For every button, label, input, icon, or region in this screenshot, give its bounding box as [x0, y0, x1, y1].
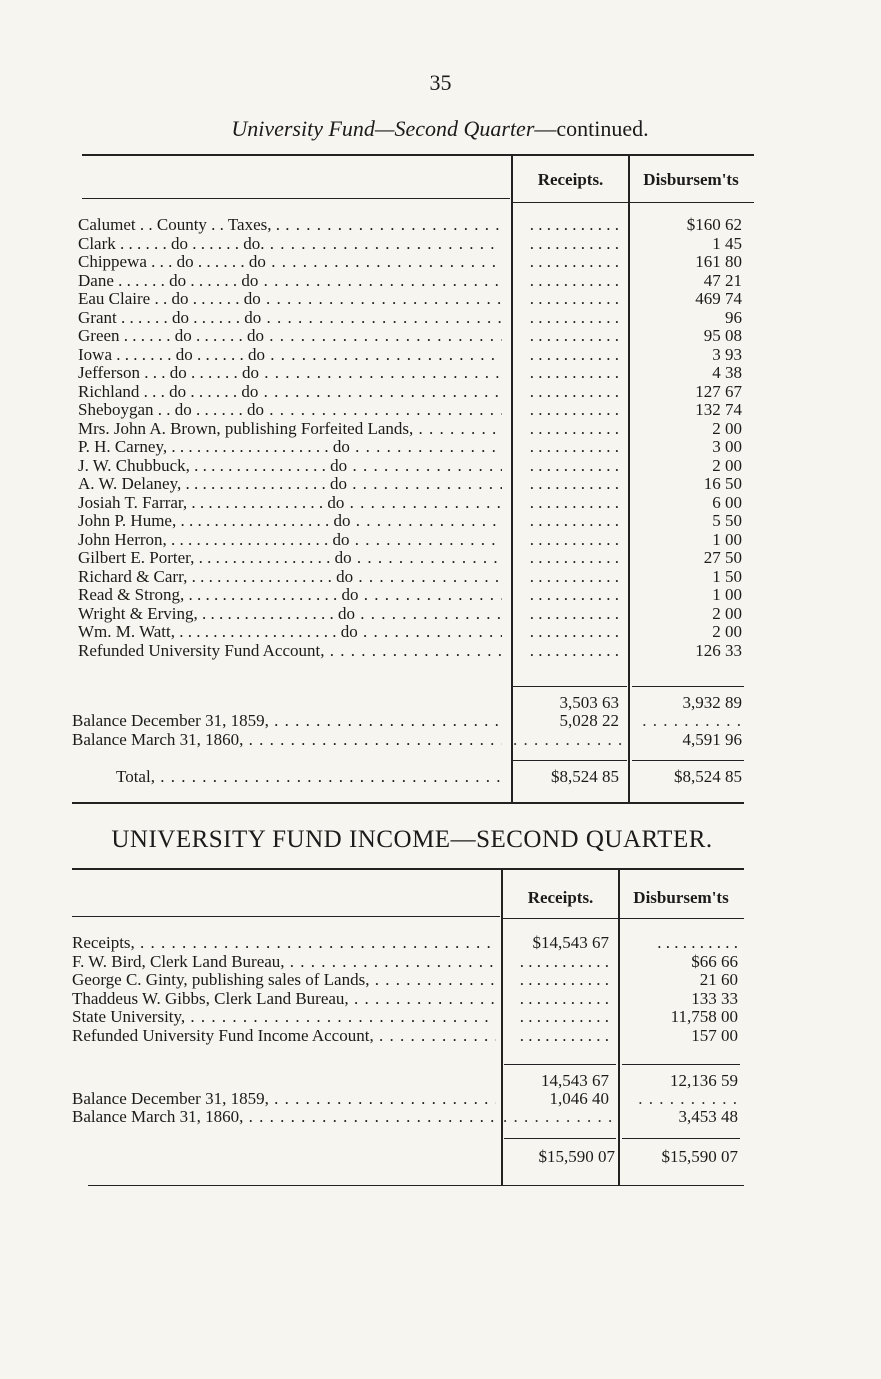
row-receipts: . . . . . . . . . . .	[529, 289, 619, 308]
row-receipts: . . . . . . . . . . .	[529, 326, 619, 345]
row-receipts: . . . . . . . . . . .	[519, 1025, 609, 1045]
row-label: Gilbert E. Porter, . . . . . . . . . . . . . . . . do . . .	[78, 549, 502, 567]
table2-balance-dec-disbursements: . . . . . . . . . .	[638, 1089, 738, 1108]
row-label: Calumet . . County . . Taxes, . . . .	[78, 216, 502, 234]
row-disbursements: 2 00	[712, 455, 742, 475]
row-receipts: . . . . . . . . . . .	[529, 622, 619, 641]
table1-balance-dec-receipts: 5,028 22	[559, 711, 619, 730]
row-disbursements: 127 67	[695, 381, 742, 401]
table2-top-rule	[72, 868, 744, 870]
table2-balance-dec-label: Balance December 31, 1859, . . .	[72, 1090, 496, 1108]
table1-total-receipts: $8,524 85	[551, 767, 619, 786]
table1-total-label: Total, . . .	[116, 768, 502, 786]
row-label: Richard & Carr, . . . . . . . . . . . . . . . . . do . . .	[78, 568, 502, 586]
table2-subtotal-rule-2	[622, 1064, 740, 1065]
table1-subtotal-receipts: 3,503 63	[559, 693, 619, 712]
row-disbursements: 1 00	[712, 585, 742, 604]
table1-subtotal-disbursements: 3,932 89	[682, 693, 742, 712]
row-disbursements: 27 50	[703, 548, 742, 567]
row-label: Wm. M. Watt, . . . . . . . . . . . . . . . . . . . do . . .	[78, 623, 502, 641]
row-disbursements: 95 08	[703, 326, 742, 345]
row-label: Jefferson . . . do . . . . . . do . . .	[78, 364, 502, 382]
row-label: Richland . . . do . . . . . . do . . .	[78, 383, 502, 401]
row-receipts: . . . . . . . . . . .	[529, 640, 619, 660]
row-disbursements: 1 00	[712, 529, 742, 549]
row-label: Mrs. John A. Brown, publishing Forfeited Lands, . . .	[78, 420, 502, 438]
table1-total-disbursements: $8,524 85	[674, 767, 742, 786]
row-label: Dane . . . . . . do . . . . . . do . . .	[78, 272, 502, 290]
row-receipts: . . . . . . . . . . .	[529, 252, 619, 271]
row-receipts: . . . . . . . . . . .	[529, 511, 619, 530]
table2-total-rule-2	[622, 1138, 740, 1139]
row-label: J. W. Chubbuck, . . . . . . . . . . . . . . . . do . . .	[78, 457, 502, 475]
table1-balance-dec-label: Balance December 31, 1859, . . .	[72, 712, 502, 730]
row-disbursements: 11,758 00	[670, 1007, 738, 1026]
row-disbursements: $160 62	[686, 215, 742, 234]
row-receipts: . . . . . . . . . . .	[529, 492, 619, 512]
row-receipts: . . . . . . . . . . .	[529, 418, 619, 438]
row-label: Wright & Erving, . . . . . . . . . . . . . . . . do . . .	[78, 605, 502, 623]
table-row	[72, 934, 752, 952]
table1-receipts-header: Receipts.	[537, 170, 604, 189]
row-label: John Herron, . . . . . . . . . . . . . . . . . . . do . . .	[78, 531, 502, 549]
row-label: Sheboygan . . do . . . . . . do . . .	[78, 401, 502, 419]
row-disbursements: 4 38	[712, 363, 742, 382]
row-label: Thaddeus W. Gibbs, Clerk Land Bureau, . . .	[72, 990, 496, 1008]
row-receipts: . . . . . . . . . . .	[529, 437, 619, 456]
row-disbursements: 96	[725, 307, 742, 327]
table2-balance-dec-row	[72, 1090, 752, 1108]
row-disbursements: 6 00	[712, 492, 742, 512]
row-receipts: . . . . . . . . . . .	[519, 970, 609, 989]
row-receipts: . . . . . . . . . . .	[529, 529, 619, 549]
row-disbursements: 21 60	[699, 970, 738, 989]
row-disbursements: 2 00	[712, 418, 742, 438]
row-label: Chippewa . . . do . . . . . . do . . .	[78, 253, 502, 271]
row-label: State University, . . .	[72, 1008, 496, 1026]
row-label: Iowa . . . . . . . do . . . . . . do . . .	[78, 346, 502, 364]
row-disbursements: 133 33	[691, 988, 738, 1008]
row-label: George C. Ginty, publishing sales of Lands, . . .	[72, 971, 496, 989]
row-receipts: . . . . . . . . . . .	[529, 603, 619, 623]
row-receipts: . . . . . . . . . . .	[529, 474, 619, 493]
row-receipts: . . . . . . . . . . .	[519, 988, 609, 1008]
table-title-plain: —continued.	[534, 116, 649, 141]
row-receipts: . . . . . . . . . . .	[529, 566, 619, 586]
table1-balance-mar-label: Balance March 31, 1860, . . .	[72, 731, 502, 749]
table-row	[72, 1008, 752, 1026]
table1-balance-mar-receipts: . . . . . . . . . . .	[513, 730, 624, 749]
table2-total-receipts: $15,590 07	[538, 1147, 615, 1166]
table2-subtotal-disbursements: 12,136 59	[670, 1071, 738, 1090]
row-label: Grant . . . . . . do . . . . . . do . . .	[78, 309, 502, 327]
row-receipts: . . . . . . . . . . .	[529, 233, 619, 253]
row-receipts: . . . . . . . . . . .	[529, 455, 619, 475]
table2-subtotal-row	[72, 1072, 752, 1090]
row-label: Read & Strong, . . . . . . . . . . . . . . . . . . do . . .	[78, 586, 502, 604]
row-disbursements: 1 45	[712, 233, 742, 253]
table1-balance-mar-disbursements: 4,591 96	[682, 730, 742, 749]
row-disbursements: 47 21	[703, 270, 742, 290]
row-label: Refunded University Fund Account, . . .	[78, 642, 502, 660]
table2-balance-mar-row	[72, 1108, 752, 1126]
table-row	[72, 990, 752, 1008]
table-row	[72, 971, 752, 989]
row-receipts: . . . . . . . . . . .	[519, 951, 609, 971]
row-disbursements: . . . . . . . . . .	[657, 933, 738, 952]
table2-balance-mar-label: Balance March 31, 1860, . . .	[72, 1108, 496, 1126]
table2-balance-dec-receipts: 1,046 40	[549, 1089, 609, 1108]
table2-subtotal-rule	[504, 1064, 616, 1065]
table2-total-disbursements: $15,590 07	[661, 1147, 738, 1166]
row-label: Receipts, . . .	[72, 934, 496, 952]
row-receipts: . . . . . . . . . . .	[529, 270, 619, 290]
row-disbursements: 132 74	[695, 400, 742, 419]
table2-total-rule	[504, 1138, 616, 1139]
page-number: 35	[429, 70, 452, 95]
row-disbursements: $66 66	[691, 951, 738, 971]
row-label: Green . . . . . . do . . . . . . do . . .	[78, 327, 502, 345]
row-disbursements: 126 33	[695, 640, 742, 660]
row-disbursements: 1 50	[712, 566, 742, 586]
university-fund-income-table	[72, 0, 752, 1379]
row-label: Refunded University Fund Income Account, . . .	[72, 1027, 496, 1045]
table2-bottom-rule	[88, 1185, 744, 1186]
row-disbursements: 16 50	[703, 474, 742, 493]
table2-subtotal-receipts: 14,543 67	[541, 1071, 609, 1090]
table2-header-rule	[72, 916, 500, 917]
table-row	[72, 953, 752, 971]
row-label: Josiah T. Farrar, . . . . . . . . . . . . . . . . do . . .	[78, 494, 502, 512]
table2-header-rule-cols	[502, 918, 744, 919]
row-disbursements: 3 93	[712, 344, 742, 364]
row-disbursements: 161 80	[695, 252, 742, 271]
row-label: P. H. Carney, . . . . . . . . . . . . . . . . . . . do . . .	[78, 438, 502, 456]
table2-total-row	[72, 1148, 752, 1166]
table1-balance-dec-disbursements: . . . . . . . . . .	[642, 711, 742, 730]
row-disbursements: 157 00	[691, 1025, 738, 1045]
row-label: John P. Hume, . . . . . . . . . . . . . . . . . . do . . .	[78, 512, 502, 530]
row-receipts: $14,543 67	[532, 933, 609, 952]
row-receipts: . . . . . . . . . . .	[529, 400, 619, 419]
row-disbursements: 5 50	[712, 511, 742, 530]
row-disbursements: 469 74	[695, 289, 742, 308]
row-label: Clark . . . . . . do . . . . . . do. . . .	[78, 235, 502, 253]
row-receipts: . . . . . . . . . . .	[529, 307, 619, 327]
row-receipts: . . . . . . . . . . .	[529, 215, 619, 234]
table-row	[72, 1027, 752, 1045]
row-disbursements: 2 00	[712, 603, 742, 623]
row-disbursements: 3 00	[712, 437, 742, 456]
table2-balance-mar-receipts: . . . . . . . . . . .	[503, 1107, 614, 1126]
row-label: F. W. Bird, Clerk Land Bureau, . . .	[72, 953, 496, 971]
table2-balance-mar-disbursements: 3,453 48	[678, 1107, 738, 1126]
table2-receipts-header: Receipts.	[527, 888, 594, 907]
table1-disbursements-header: Disbursem'ts	[643, 170, 739, 189]
row-receipts: . . . . . . . . . . .	[529, 344, 619, 364]
row-receipts: . . . . . . . . . . .	[529, 363, 619, 382]
section-heading: UNIVERSITY FUND INCOME—SECOND QUARTER.	[111, 826, 713, 853]
row-receipts: . . . . . . . . . . .	[529, 381, 619, 401]
table-title-italic: University Fund—Second Quarter	[231, 116, 535, 141]
row-receipts: . . . . . . . . . . .	[519, 1007, 609, 1026]
row-label: Eau Claire . . do . . . . . . do . . .	[78, 290, 502, 308]
table2-disbursements-header: Disbursem'ts	[633, 888, 729, 907]
row-receipts: . . . . . . . . . . .	[529, 548, 619, 567]
row-disbursements: 2 00	[712, 622, 742, 641]
row-receipts: . . . . . . . . . . .	[529, 585, 619, 604]
row-label: A. W. Delaney, . . . . . . . . . . . . . . . . . do . . .	[78, 475, 502, 493]
